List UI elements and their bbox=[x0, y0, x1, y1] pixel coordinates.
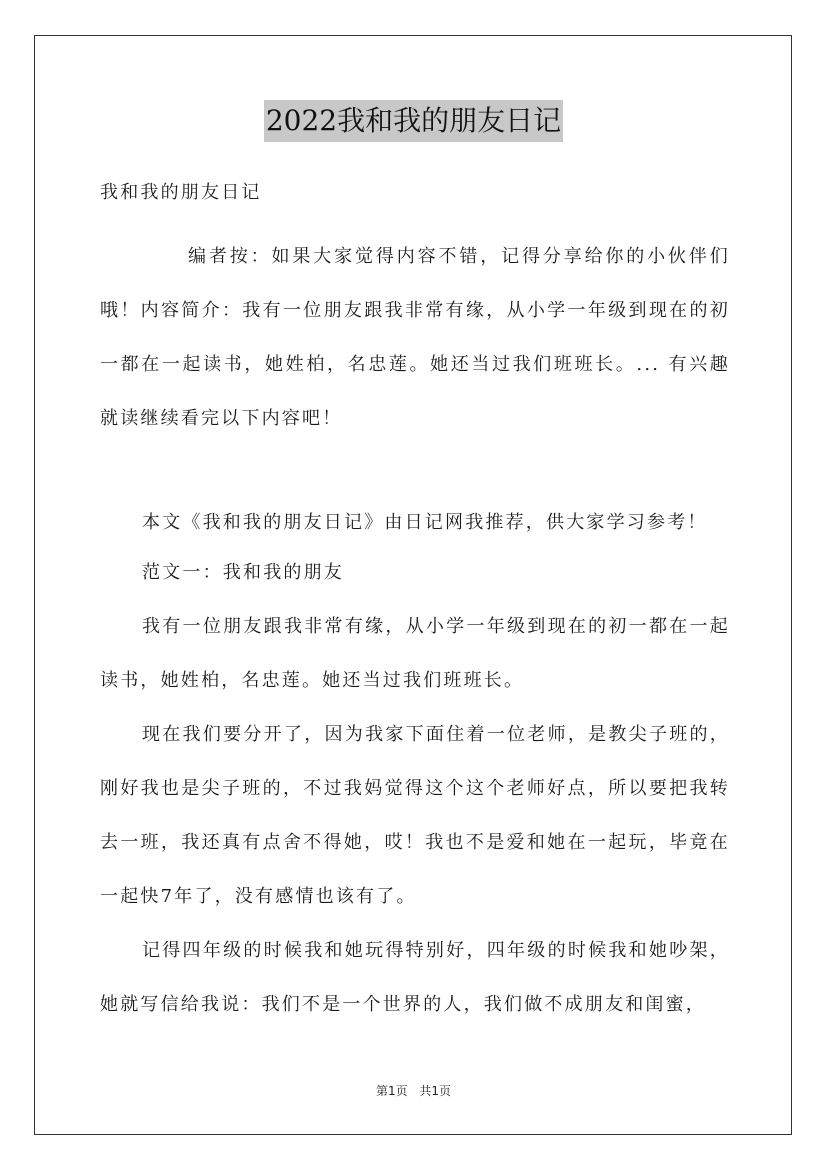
paragraph-intro: 本文《我和我的朋友日记》由日记网我推荐，供大家学习参考！ bbox=[142, 512, 708, 533]
page-total: 共1页 bbox=[419, 1084, 452, 1098]
paragraph-heading: 范文一：我和我的朋友 bbox=[142, 562, 344, 583]
paragraph: 记得四年级的时候我和她玩得特别好，四年级的时候我和她吵架，她就写信给我说：我们不是一个世界的人，我们做不成朋友和闺蜜， bbox=[100, 940, 730, 1015]
page-footer bbox=[0, 1082, 827, 1099]
document-title: 2022我和我的朋友日记 bbox=[264, 100, 563, 142]
document-subtitle: 我和我的朋友日记 bbox=[100, 182, 262, 203]
page-number: 第1页 bbox=[375, 1084, 408, 1098]
editor-note: 编者按：如果大家觉得内容不错，记得分享给你的小伙伴们哦！内容简介：我有一位朋友跟我非常有缘，从小学一年级到现在的初一都在一起读书，她姓柏，名忠莲。她还当过我们班班长。... 有兴趣就读继续看完以下内容吧！ bbox=[100, 246, 730, 429]
paragraph: 我有一位朋友跟我非常有缘，从小学一年级到现在的初一都在一起读书，她姓柏，名忠莲。她还当过我们班班长。 bbox=[100, 616, 730, 691]
title-container bbox=[0, 100, 827, 142]
paragraph: 现在我们要分开了，因为我家下面住着一位老师，是教尖子班的，刚好我也是尖子班的，不过我妈觉得这个这个老师好点，所以要把我转去一班，我还真有点舍不得她，哎！我也不是爱和她在一起玩，毕竟在一起快7年了，没有感情也该有了。 bbox=[100, 724, 730, 907]
